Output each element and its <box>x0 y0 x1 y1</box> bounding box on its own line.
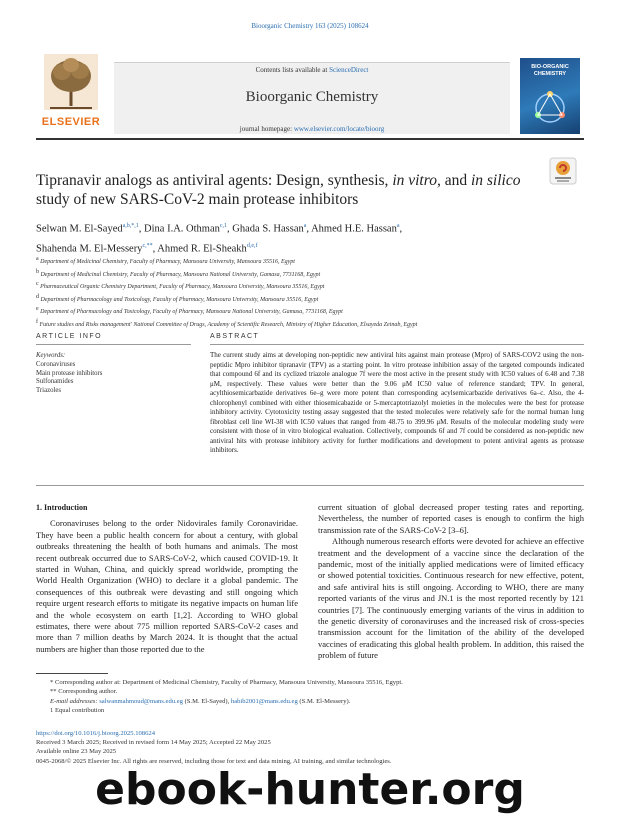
abstract-text: The current study aims at developing non-peptidic new antiviral hits against main protease (Mpro) of SARS-COV2 using the non-peptidic Mpro inhibitor tipranavir (TPV) as a starting point. In vitro protease inhibition assay of the targeted compounds indicated that compound 6f and its cyclized triazole analogue 7f were the most active in the present study with IC50 values of 6.48 and 7.38 μM, respectively. These values were better than the 9.06 μM IC50 value of reference standard; TPV. In general, acylthiosemicarbazide derivatives 6e–g were more potent than corresponding acylsemicarbazide derivatives 6a–c. Also, the 4-chlorophenyl combined with either thiosemicabazide or 5-mercaptotriazolyl moieties in the molecules were the best for protease inhibitory activity. Cytotoxicity testing assay suggested that the tested molecules were relatively safe for the normal human lung fibroblast cell line WI-38 with IC50 values that ranged from 48.75 to 399.96 μM. Results of the molecular modeling study were consistent with those of in vitro biological evaluation. Collectively, compounds 6f and 7f could be considered as non-peptidic new antiviral hits with protease inhibitory activity for further modifications and development to potent antiviral agents as protease inhibitors. <box>210 351 584 455</box>
publisher-name: ELSEVIER <box>41 116 101 128</box>
article-info-heading: ARTICLE INFO <box>36 333 103 340</box>
section-divider <box>36 485 584 486</box>
homepage-link[interactable]: www.elsevier.com/locate/bioorg <box>293 125 385 133</box>
affiliation: $^f$ Future studies and Risks management' National Committee of Drugs, Academy of Scientific Research, Ministry of Higher Education, Elsayeda Zeinab, Egypt <box>36 318 418 328</box>
article-info-divider <box>36 344 191 345</box>
affiliation: $^d$ Department of Pharmacology and Toxicology, Faculty of Pharmacy, Mansoura University, Mansoura 35516, Egypt <box>36 293 319 303</box>
body-paragraph: Coronaviruses belong to the order Nidovirales family Coronaviridae. They have been a public health concern for about a century, with global outbreaks threatening the health of both humans and animals. The most recent outbreak occurred due to SARS-CoV-2, which caused COVID-19. It started in Wuhan, China, and quickly spread worldwide, prompting the World Health Organization (WHO) to declare it a global pandemic. The consequences of this outbreak were devasting and still ongoing which require urgent research efforts to mitigate its negative impacts on human life and the whole ecosystem on earth [1,2]. According to WHO global estimates, there were about 775 million reported SARS-CoV-2 cases and more than 7 million deaths by March 2024. It is thought that the actual numbers are higher than those reported due to the <box>36 518 298 654</box>
author-name[interactable]: Ahmed H.E. Hassan <box>311 223 397 235</box>
footnotes <box>36 678 584 716</box>
footnote-divider <box>36 673 108 674</box>
email-link[interactable]: salwanmahmoud@mans.edu.eg <box>99 697 183 705</box>
watermark: ebook-hunter.org <box>95 764 525 815</box>
molecule-icon <box>530 88 570 128</box>
keyword[interactable]: Main protease inhibitors <box>36 369 103 377</box>
affiliation-list <box>36 255 584 331</box>
journal-header <box>36 50 584 136</box>
contents-line: Contents lists available at ScienceDirect <box>255 66 369 74</box>
abstract-divider <box>210 344 584 345</box>
journal-reference[interactable]: Bioorganic Chemistry 163 (2025) 108624 <box>251 22 369 30</box>
keyword[interactable]: Sulfonamides <box>36 378 74 386</box>
sciencedirect-link[interactable]: ScienceDirect <box>329 66 369 74</box>
elsevier-logo[interactable] <box>36 50 106 134</box>
footnote-corresponding: * Corresponding author at: Department of Medicinal Chemistry, Faculty of Pharmacy, Mansoura University, Mansoura 35516, Egypt. <box>50 679 403 686</box>
author-name[interactable]: Shahenda M. El-Messery <box>36 243 143 254</box>
body-paragraph: current situation of global decreased proper testing rates and reporting. Nevertheless, the number of reported cases is enough to confirm the high transmission rate of the SARS-CoV-2 [3–6]. <box>318 502 584 535</box>
affiliation: $^a$ Department of Medicinal Chemistry, Faculty of Pharmacy, Mansoura University, Mansoura 35516, Egypt <box>36 256 295 265</box>
author-name[interactable]: Ahmed R. El-Sheakh <box>157 243 247 254</box>
author-name[interactable]: Ghada S. Hassan <box>232 223 304 235</box>
elsevier-tree-icon <box>44 54 98 110</box>
check-for-updates-icon[interactable] <box>548 156 578 186</box>
cover-title: BIO-ORGANIC CHEMISTRY <box>531 64 569 77</box>
body-column-left <box>36 502 298 655</box>
footnote-emails: E-mail addresses: salwanmahmoud@mans.edu.eg (S.M. El-Sayed), habib2001@mans.edu.eg (S.M. El-Messery). <box>50 697 351 705</box>
received-dates: Received 3 March 2025; Received in revised form 14 May 2025; Accepted 22 May 2025 <box>36 739 271 747</box>
abstract-heading: ABSTRACT <box>210 333 260 340</box>
affiliation: $^c$ Pharmaceutical Organic Chemistry Department, Faculty of Pharmacy, Mansoura University, Mansoura 35516, Egypt <box>36 281 325 291</box>
homepage-line: journal homepage: www.elsevier.com/locate/bioorg <box>239 125 385 133</box>
email-link[interactable]: habib2001@mans.edu.eg <box>230 697 298 705</box>
section-heading: 1. Introduction <box>36 503 88 512</box>
footnote-equal: 1 Equal contribution <box>50 707 105 715</box>
online-date: Available online 23 May 2025 <box>36 748 117 756</box>
footnote-corresponding-2: ** Corresponding author. <box>50 688 118 696</box>
author-name[interactable]: Selwan M. El-Sayed <box>36 223 123 235</box>
author-list: Selwan M. El-Sayed$^{a,b,*,1}$, Dina I.A. Othman$^{c,1}$, Ghada S. Hassan$^a$, Ahmed H.E. Hassan$^a$, Shahenda M. El-Messery$^{c,**}$, Ahmed R. El-Sheakh$^{d,e,f}$ <box>36 223 403 254</box>
body-column-right <box>318 502 584 662</box>
copyright-line: 0045-2068/© 2025 Elsevier Inc. All rights are reserved, including those for text and data mining, AI training, and similar technologies. <box>36 757 392 765</box>
keywords-label: Keywords: <box>36 352 66 359</box>
affiliation: $^e$ Department of Pharmacology and Toxicology, Faculty of Pharmacy, Mansoura National University, Gamasa, 7731168, Egypt <box>36 306 343 316</box>
keywords-block <box>36 352 191 396</box>
journal-masthead <box>114 62 510 134</box>
keyword[interactable]: Coronaviruses <box>36 360 76 368</box>
header-divider <box>36 138 584 140</box>
journal-cover[interactable] <box>520 58 580 134</box>
author-name[interactable]: Dina I.A. Othman <box>144 223 220 235</box>
keyword[interactable]: Triazoles <box>36 387 62 395</box>
body-paragraph: Although numerous research efforts were devoted for achieve an effective treatment and the development of a vaccine since the declaration of the pandemic, most of the initially applied medications were of limited efficacy or showed potential toxicities. Continuous research for new effective, potent, and safe antiviral hits is still ongoing. According to WHO, there are many reported variants of the virus and JN.1 is the most reported recently by 121 countries [7]. The continuously emerging variants of the virus in addition to the genetic diversity of coronaviruses and the increased risk of cross-species transmission account for the limitation of the ability of the developed vaccines of eradicating this global health problem. In addition, this raised the problem of future <box>318 536 584 661</box>
affiliation: $^b$ Department of Medicinal Chemistry, Faculty of Pharmacy, Mansoura National University, Gamasa, 7731168, Egypt <box>36 268 321 278</box>
journal-title: Bioorganic Chemistry <box>245 89 379 105</box>
doi-link[interactable]: https://doi.org/10.1016/j.bioorg.2025.108624 <box>36 730 155 737</box>
article-title: Tipranavir analogs as antiviral agents: Design, synthesis, in vitro, and in silico study of new SARS-CoV-2 main protease inhibitors <box>36 172 521 208</box>
